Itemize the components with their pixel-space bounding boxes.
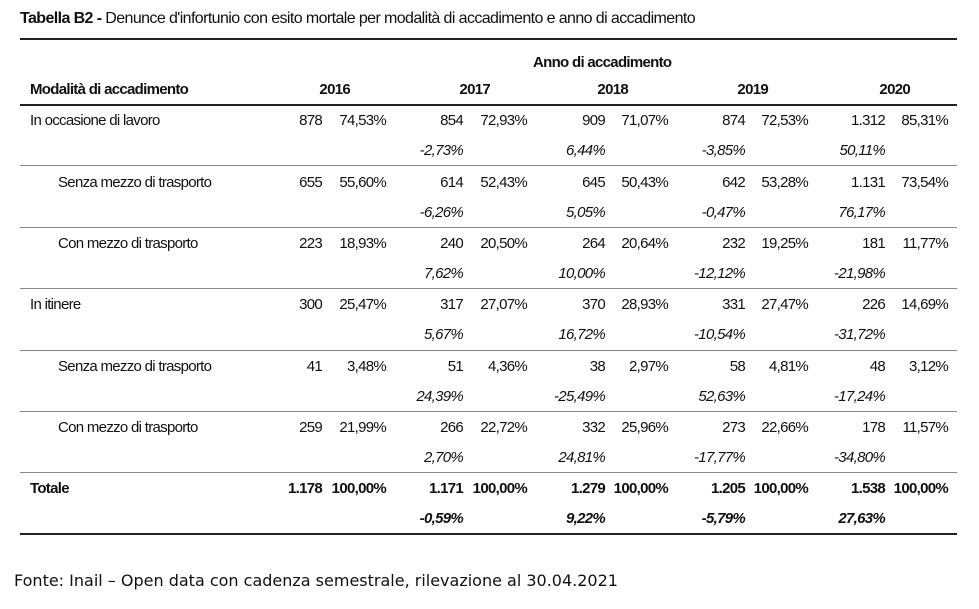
cell-count: 181 [862, 235, 885, 252]
cell-count: 226 [862, 296, 885, 313]
cell-percent: 25,96% [621, 419, 668, 436]
cell-variation: -6,26% [419, 204, 463, 221]
row-separator [20, 350, 957, 351]
cell-variation: 76,17% [838, 204, 885, 221]
cell-percent: 21,99% [339, 419, 386, 436]
cell-percent: 53,28% [761, 174, 808, 191]
cell-count: 645 [582, 174, 605, 191]
cell-percent: 73,54% [901, 174, 948, 191]
cell-count: 1.205 [710, 480, 745, 497]
cell-percent: 85,31% [901, 112, 948, 129]
top-rule [20, 38, 957, 40]
cell-percent: 3,12% [908, 358, 948, 375]
cell-variation: 5,67% [423, 326, 463, 343]
row-separator [20, 288, 957, 289]
cell-percent: 74,53% [339, 112, 386, 129]
cell-percent: 11,77% [902, 235, 948, 252]
cell-variation: 24,81% [558, 449, 605, 466]
cell-count: 41 [306, 358, 322, 375]
row-separator [20, 472, 957, 473]
row-separator [20, 165, 957, 166]
cell-percent: 72,93% [480, 112, 527, 129]
cell-variation: -10,54% [694, 326, 745, 343]
cell-percent: 3,48% [346, 358, 386, 375]
cell-count: 332 [582, 419, 605, 436]
cell-count: 178 [862, 419, 885, 436]
cell-percent: 25,47% [339, 296, 386, 313]
year-header-2018: 2018 [597, 81, 628, 98]
cell-count: 1.312 [850, 112, 885, 129]
first-column-header: Modalità di accadimento [30, 81, 189, 98]
cell-variation: -31,72% [834, 326, 885, 343]
row-label: Con mezzo di trasporto [58, 419, 198, 436]
cell-count: 266 [440, 419, 463, 436]
cell-variation: -17,77% [694, 449, 745, 466]
cell-variation: 24,39% [416, 388, 463, 405]
cell-variation: 50,11% [839, 142, 885, 159]
cell-percent: 55,60% [339, 174, 386, 191]
row-label: In occasione di lavoro [30, 112, 160, 129]
cell-percent: 100,00% [893, 480, 948, 497]
cell-variation: -3,85% [701, 142, 745, 159]
cell-variation: -34,80% [834, 449, 885, 466]
cell-count: 1.178 [287, 480, 322, 497]
cell-variation: -25,49% [554, 388, 605, 405]
cell-count: 48 [869, 358, 885, 375]
cell-percent: 22,66% [761, 419, 808, 436]
cell-percent: 4,36% [487, 358, 527, 375]
cell-count: 300 [299, 296, 322, 313]
source-note: Fonte: Inail – Open data con cadenza semestrale, rilevazione al 30.04.2021 [14, 571, 618, 590]
cell-percent: 100,00% [613, 480, 668, 497]
cell-percent: 100,00% [331, 480, 386, 497]
cell-percent: 20,50% [480, 235, 527, 252]
year-header-2020: 2020 [879, 81, 910, 98]
row-label: In itinere [30, 296, 81, 313]
cell-percent: 100,00% [753, 480, 808, 497]
cell-count: 909 [582, 112, 605, 129]
cell-percent: 20,64% [621, 235, 668, 252]
cell-count: 331 [722, 296, 745, 313]
cell-percent: 2,97% [628, 358, 668, 375]
year-header-2017: 2017 [459, 81, 490, 98]
cell-variation: 7,62% [423, 265, 463, 282]
cell-variation: 52,63% [698, 388, 745, 405]
cell-count: 51 [447, 358, 463, 375]
bottom-rule [20, 533, 957, 535]
cell-count: 273 [722, 419, 745, 436]
table-title: Tabella B2 - Denunce d'infortunio con esito mortale per modalità di accadimento e anno di accadimento [20, 10, 696, 27]
row-label: Senza mezzo di trasporto [58, 358, 212, 375]
cell-count: 1.538 [850, 480, 885, 497]
cell-percent: 72,53% [761, 112, 808, 129]
cell-percent: 100,00% [472, 480, 527, 497]
cell-variation: -0,47% [701, 204, 745, 221]
cell-percent: 14,69% [901, 296, 948, 313]
cell-count: 655 [299, 174, 322, 191]
cell-count: 1.279 [570, 480, 605, 497]
cell-percent: 28,93% [621, 296, 668, 313]
cell-variation: 9,22% [565, 510, 605, 527]
row-label: Senza mezzo di trasporto [58, 174, 212, 191]
cell-count: 642 [722, 174, 745, 191]
cell-count: 614 [440, 174, 463, 191]
cell-percent: 22,72% [480, 419, 527, 436]
cell-percent: 27,07% [480, 296, 527, 313]
cell-count: 38 [589, 358, 605, 375]
cell-variation: 10,00% [558, 265, 605, 282]
cell-count: 874 [722, 112, 745, 129]
cell-count: 878 [299, 112, 322, 129]
row-separator [20, 227, 957, 228]
cell-count: 264 [582, 235, 605, 252]
cell-variation: -0,59% [419, 510, 463, 527]
year-header-2019: 2019 [737, 81, 768, 98]
year-header-2016: 2016 [319, 81, 350, 98]
cell-percent: 18,93% [339, 235, 386, 252]
cell-variation: 27,63% [838, 510, 885, 527]
year-group-header: Anno di accadimento [533, 54, 672, 71]
cell-percent: 50,43% [621, 174, 668, 191]
cell-variation: -12,12% [694, 265, 745, 282]
cell-variation: -21,98% [834, 265, 885, 282]
cell-variation: -17,24% [834, 388, 885, 405]
cell-variation: 16,72% [558, 326, 605, 343]
cell-count: 317 [440, 296, 463, 313]
row-label: Totale [30, 480, 69, 497]
cell-percent: 4,81% [768, 358, 808, 375]
cell-percent: 19,25% [761, 235, 808, 252]
cell-count: 240 [440, 235, 463, 252]
cell-percent: 52,43% [480, 174, 527, 191]
cell-count: 259 [299, 419, 322, 436]
cell-variation: 5,05% [565, 204, 605, 221]
cell-percent: 27,47% [761, 296, 808, 313]
cell-count: 223 [299, 235, 322, 252]
row-label: Con mezzo di trasporto [58, 235, 198, 252]
cell-variation: -5,79% [701, 510, 745, 527]
cell-count: 1.131 [850, 174, 885, 191]
row-separator [20, 411, 957, 412]
cell-variation: 2,70% [423, 449, 463, 466]
cell-count: 232 [722, 235, 745, 252]
cell-percent: 11,57% [902, 419, 948, 436]
cell-count: 854 [440, 112, 463, 129]
cell-variation: -2,73% [419, 142, 463, 159]
cell-variation: 6,44% [565, 142, 605, 159]
cell-count: 58 [729, 358, 745, 375]
cell-count: 370 [582, 296, 605, 313]
cell-percent: 71,07% [621, 112, 668, 129]
header-rule [20, 104, 957, 106]
cell-count: 1.171 [428, 480, 463, 497]
